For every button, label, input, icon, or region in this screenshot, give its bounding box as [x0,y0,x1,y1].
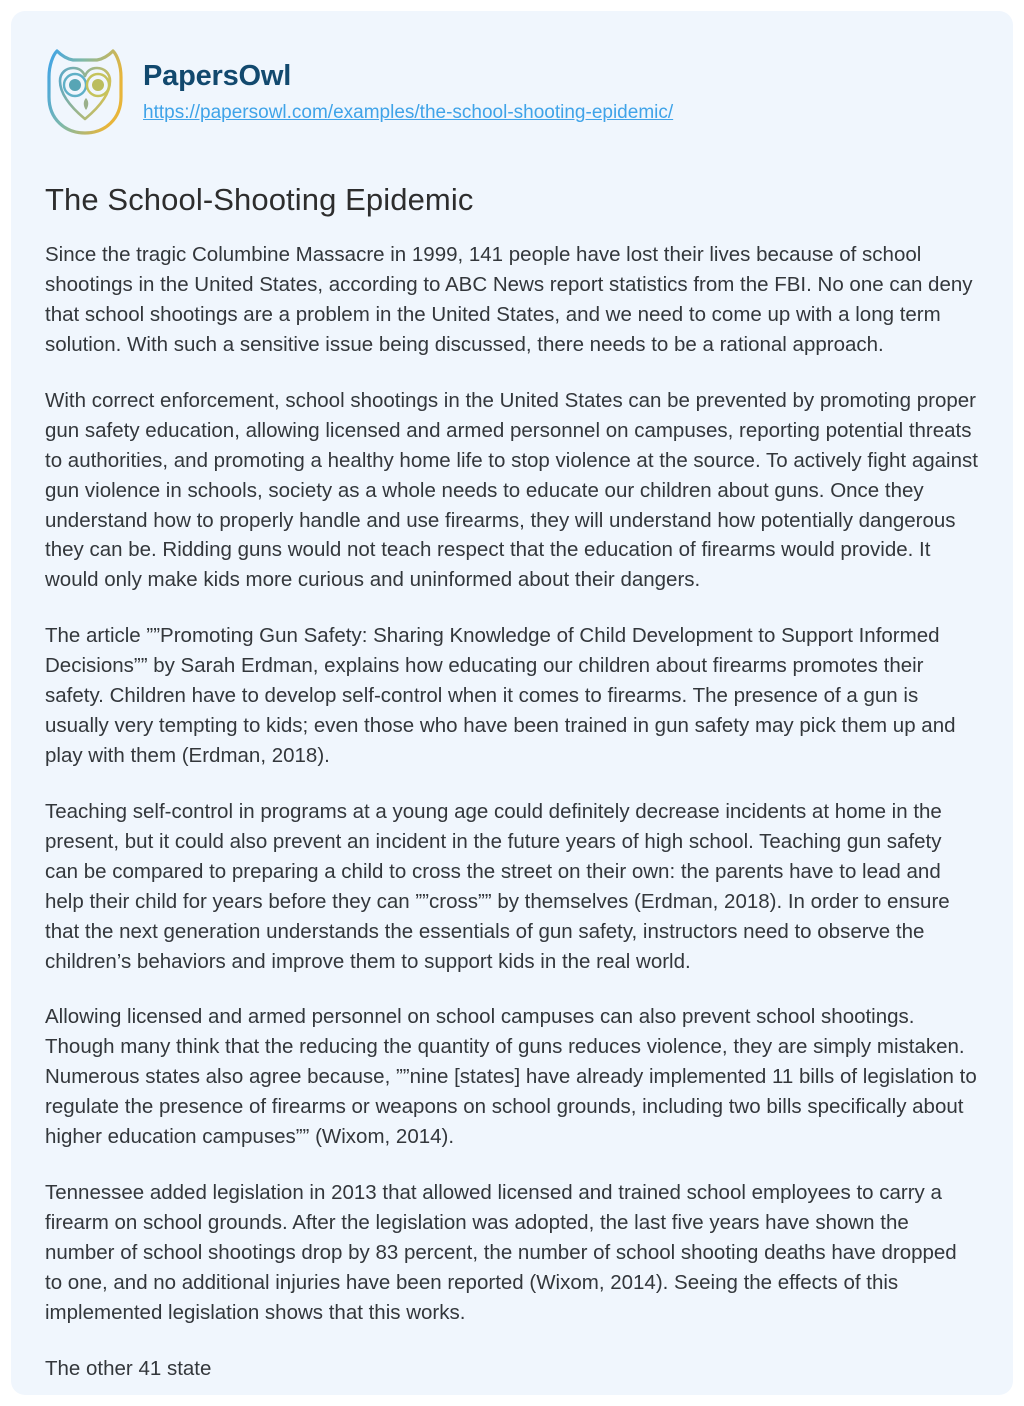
brand-block [143,54,673,128]
source-url-link[interactable]: https://papersowl.com/examples/the-school-shooting-epidemic/ [143,102,674,124]
page-title: The School-Shooting Epidemic [45,182,474,217]
document-page [11,11,1013,1395]
paragraph: The other 41 state [45,1356,212,1380]
paragraph: Teaching self-control in programs at a young age could definitely decrease incidents at home in the present, but it could also prevent an incident in the future years of high school. Teaching gun safety can be compared to preparing a child to cross the street on their own: the parents have to lead and help their child for years before they can ””cross”” by themselves (Erdman, 2018). In order to ensure that the next generation understands the essentials of gun safety, instructors need to observe the children’s behaviors and improve them to support kids in the real world. [45,799,950,973]
paragraph: Since the tragic Columbine Massacre in 1999, 141 people have lost their lives because of school shootings in the United States, according to ABC News report statistics from the FBI. No one can deny that school shootings are a problem in the United States, and we need to come up with a long term solution. With such a sensitive issue being discussed, there needs to be a rational approach. [45,243,973,356]
owl-logo-icon [43,43,127,139]
paragraph: The article ””Promoting Gun Safety: Sharing Knowledge of Child Development to Support Informed Decisions”” by Sarah Erdman, explains how educating our children about firearms promotes their safety. Children have to develop self-control when it comes to firearms. The presence of a gun is usually very tempting to kids; even those who have been trained in gun safety may pick them up and play with them (Erdman, 2018). [45,624,956,768]
paragraph: Allowing licensed and armed personnel on school campuses can also prevent school shootings. Though many think that the reducing the quantity of guns reduces violence, they are simply mistaken. Numerous states also agree because, ””nine [states] have already implemented 11 bills of legislation to regulate the presence of firearms or weapons on school grounds, including two bills specifically about higher education campuses”” (Wixom, 2014). [45,1005,977,1149]
paragraph: With correct enforcement, school shootings in the United States can be prevented by promoting proper gun safety education, allowing licensed and armed personnel on campuses, reporting potential threats to authorities, and promoting a healthy home life to stop violence at the source. To actively fight against gun violence in schools, society as a whole needs to educate our children about guns. Once they understand how to properly handle and use firearms, they will understand how potentially dangerous they can be. Ridding guns would not teach respect that the education of firearms would provide. It would only make kids more curious and uninformed about their dangers. [45,388,978,592]
paragraph: Tennessee added legislation in 2013 that allowed licensed and trained school employees to carry a firearm on school grounds. After the legislation was adopted, the last five years have shown the number of school shootings drop by 83 percent, the number of school shooting deaths have dropped to one, and no additional injuries have been reported (Wixom, 2014). Seeing the effects of this implemented legislation shows that this works. [45,1181,957,1324]
site-header [11,11,1013,139]
brand-name: PapersOwl [143,60,292,93]
document-body [45,240,979,1383]
